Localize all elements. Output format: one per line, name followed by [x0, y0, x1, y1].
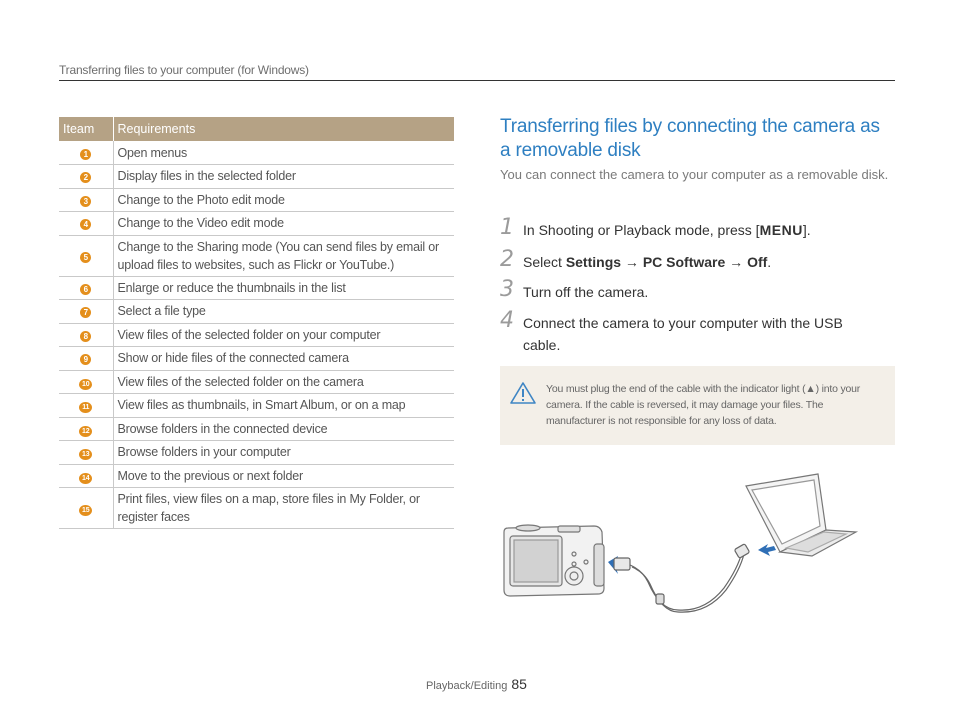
table-row: [59, 464, 454, 488]
caution-note: [500, 366, 895, 445]
table-row: [59, 235, 454, 276]
step-number: 3: [500, 277, 514, 302]
camera-icon: [504, 525, 604, 596]
table-row: [59, 347, 454, 371]
row-text: Show or hide files of the connected camera: [113, 347, 454, 371]
arrow-icon: →: [621, 254, 643, 270]
table-row: [59, 417, 454, 441]
laptop-icon: [746, 474, 856, 556]
item-number-badge: 10: [79, 379, 92, 390]
item-number-badge: 15: [79, 505, 92, 516]
usb-cable: [614, 544, 750, 612]
row-text: Change to the Video edit mode: [113, 212, 454, 236]
table-row: [59, 141, 454, 165]
table-header-row: [59, 117, 454, 141]
item-number-badge: 3: [80, 196, 91, 207]
requirements-table: [59, 117, 454, 529]
footer-section: Playback/Editing: [426, 680, 508, 692]
row-text: Change to the Sharing mode (You can send files by email or upload files to websites, such as Flickr or YouTube.): [113, 235, 454, 276]
item-number-badge: 11: [79, 402, 92, 413]
caution-text: You must plug the end of the cable with the indicator light (▲) into your camera. If the cable is reversed, it may damage your files. The manufacturer is not responsible for any loss of data.: [546, 383, 861, 427]
table-row: [59, 300, 454, 324]
row-text: Move to the previous or next folder: [113, 464, 454, 488]
table-row: [59, 276, 454, 300]
item-number-badge: 12: [79, 426, 92, 437]
row-text: Open menus: [113, 141, 454, 165]
item-number-badge: 8: [80, 331, 91, 342]
row-text: Print files, view files on a map, store files in My Folder, or register faces: [113, 488, 454, 529]
table-row: [59, 165, 454, 189]
item-number-badge: 13: [79, 449, 92, 460]
row-text: View files of the selected folder on the camera: [113, 370, 454, 394]
step-text: Select Settings → PC Software → Off.: [523, 254, 772, 270]
step-number: 2: [500, 247, 514, 272]
running-header: Transferring files to your computer (for Windows): [59, 63, 309, 77]
row-text: Select a file type: [113, 300, 454, 324]
menu-key-icon: MENU: [759, 222, 803, 238]
item-number-badge: 14: [79, 473, 92, 484]
header-rule: [59, 80, 895, 81]
row-text: View files of the selected folder on your computer: [113, 323, 454, 347]
section-title: Transferring files by connecting the camera as a removable disk: [500, 116, 880, 161]
row-text: View files as thumbnails, in Smart Album, or on a map: [113, 394, 454, 418]
row-text: Browse folders in the connected device: [113, 417, 454, 441]
step-text: Turn off the camera.: [523, 284, 649, 300]
item-number-badge: 9: [80, 354, 91, 365]
step-number: 4: [500, 308, 514, 333]
page-footer: [426, 676, 527, 692]
table-row: [59, 212, 454, 236]
table-row: [59, 394, 454, 418]
row-text: Browse folders in your computer: [113, 441, 454, 465]
col-header-requirements: Requirements: [113, 117, 454, 141]
table-row: [59, 441, 454, 465]
section-description: You can connect the camera to your computer as a removable disk.: [500, 167, 889, 182]
table-row: [59, 488, 454, 529]
table-row: [59, 323, 454, 347]
table-row: [59, 370, 454, 394]
item-number-badge: 6: [80, 284, 91, 295]
warning-icon: [509, 381, 537, 405]
item-number-badge: 2: [80, 172, 91, 183]
row-text: Display files in the selected folder: [113, 165, 454, 189]
col-header-item: Iteam: [59, 117, 113, 141]
item-number-badge: 1: [80, 149, 91, 160]
camera-laptop-connection-illustration: [500, 470, 870, 620]
row-text: Change to the Photo edit mode: [113, 188, 454, 212]
plug-in-arrow-icon: [758, 544, 776, 556]
table-row: [59, 188, 454, 212]
step-text: In Shooting or Playback mode, press [MENU].: [523, 222, 811, 238]
step-number: 1: [500, 215, 514, 240]
step-text: Connect the camera to your computer with the USB cable.: [523, 315, 843, 353]
row-text: Enlarge or reduce the thumbnails in the list: [113, 276, 454, 300]
arrow-icon: →: [725, 254, 748, 270]
item-number-badge: 7: [80, 307, 91, 318]
item-number-badge: 5: [80, 252, 91, 263]
item-number-badge: 4: [80, 219, 91, 230]
page-number: 85: [511, 676, 527, 692]
